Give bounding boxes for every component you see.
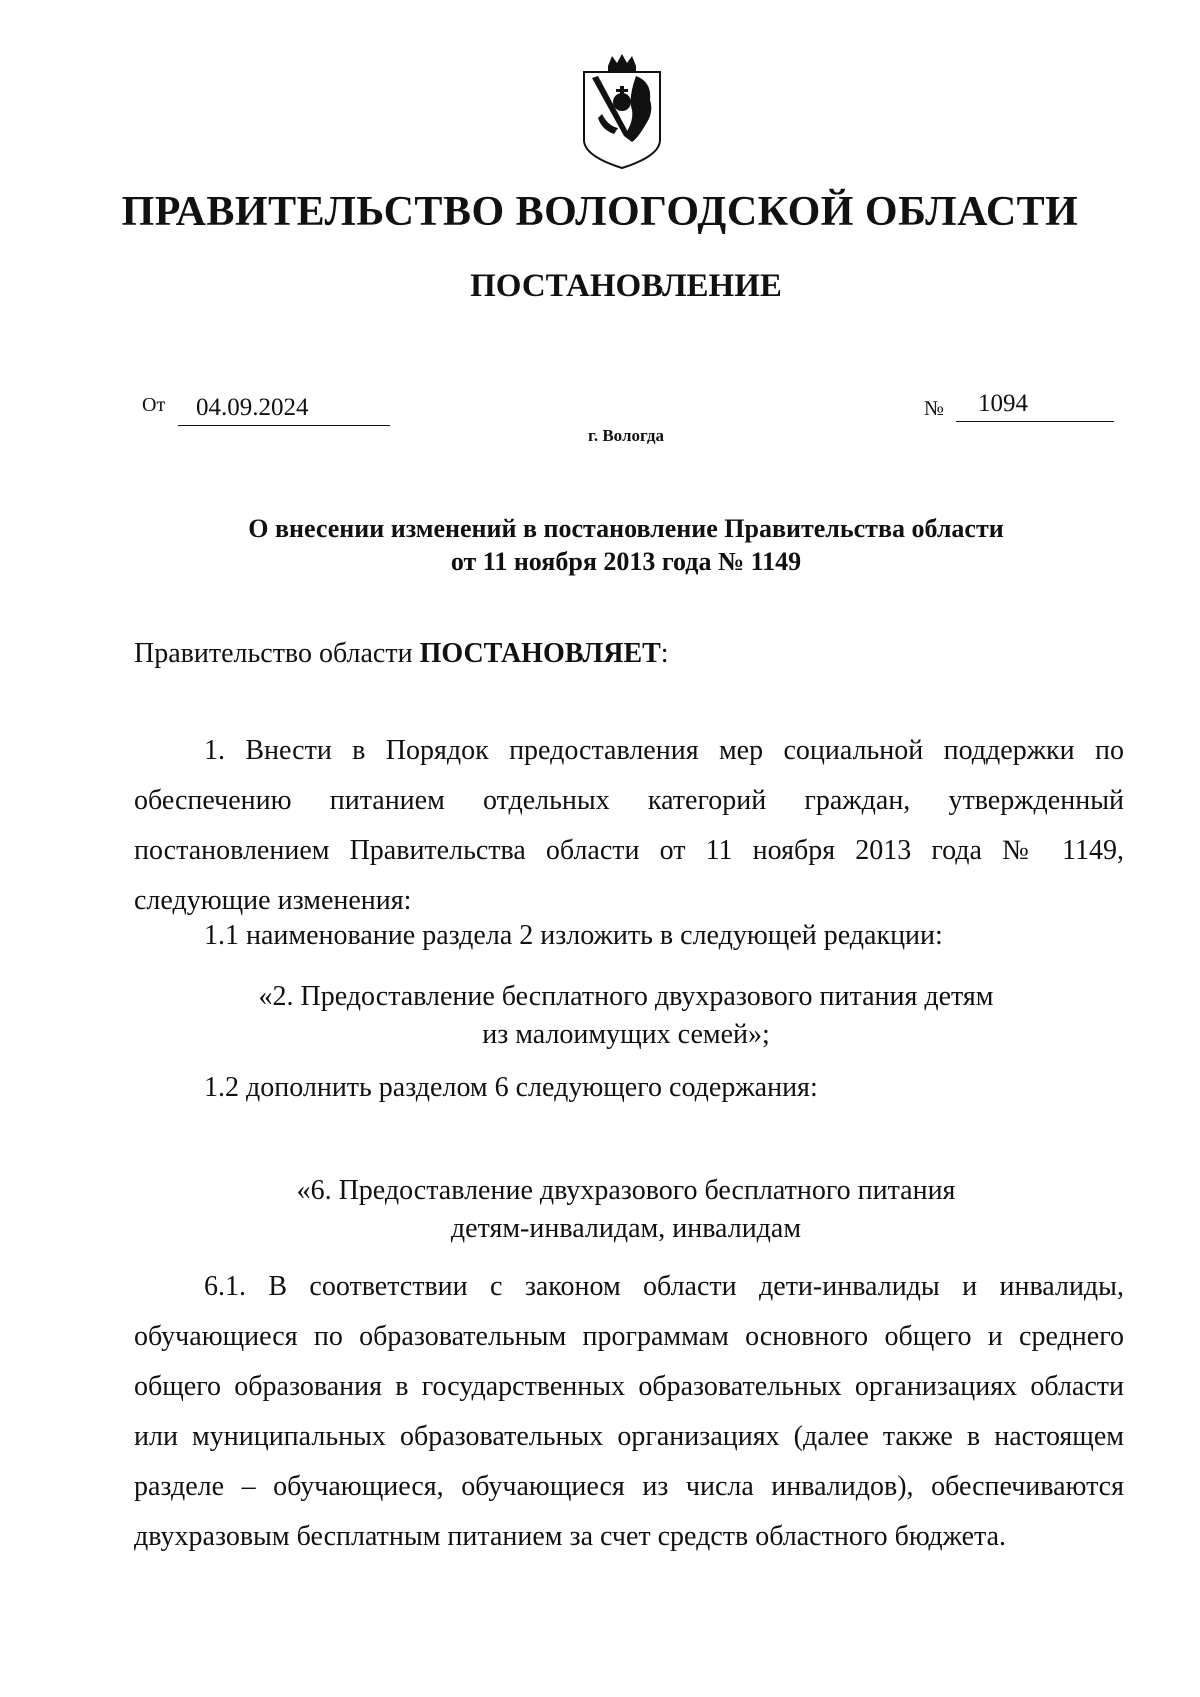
document-subject — [0, 512, 1200, 578]
quoted-line-1: «2. Предоставление бесплатного двухразового питания детям — [258, 981, 994, 1012]
preamble-resolves: ПОСТАНОВЛЯЕТ — [419, 638, 661, 669]
number-sign: № — [924, 396, 945, 420]
document-date: 04.09.2024 — [178, 394, 390, 426]
preamble-suffix: : — [660, 638, 669, 669]
city: г. Вологда — [588, 426, 664, 445]
date-prefix: От — [142, 394, 166, 416]
paragraph-6-1: 6.1. В соответствии с законом области дети-инвалиды и инвалиды, обучающиеся по образовательным программам основного общего и среднего общего образования в государственных образовательных организациях области или муниципальных образовательных организациях (далее также в настоящем разделе – обучающиеся, обучающиеся из числа инвалидов), обеспечиваются двухразовым бесплатным питанием за счет средств областного бюджета. — [134, 1271, 1124, 1552]
document-number: 1094 — [956, 390, 1114, 422]
section-6-title — [0, 1172, 1200, 1248]
preamble — [134, 638, 669, 670]
coat-of-arms-icon — [578, 52, 666, 172]
quoted-line-2: из малоимущих семей»; — [482, 1019, 770, 1050]
preamble-text: Правительство области — [134, 638, 420, 669]
paragraph-1-1: 1.1 наименование раздела 2 изложить в следующей редакции: — [204, 920, 943, 951]
paragraph-1: 1. Внести в Порядок предоставления мер социальной поддержки по обеспечению питанием отдельных категорий граждан, утвержденный постановлением Правительства области от 11 ноября 2013 года № 1149, следующие изменения: — [134, 735, 1124, 916]
subject-line-1: О внесении изменений в постановление Правительства области — [248, 514, 1004, 543]
government-title: ПРАВИТЕЛЬСТВО ВОЛОГОДСКОЙ ОБЛАСТИ — [121, 189, 1079, 235]
section-6-line-1: «6. Предоставление двухразового бесплатного питания — [296, 1175, 956, 1206]
subject-line-2: от 11 ноября 2013 года № 1149 — [450, 547, 802, 576]
section-6-line-2: детям-инвалидам, инвалидам — [450, 1213, 802, 1244]
document-type: ПОСТАНОВЛЕНИЕ — [470, 268, 782, 304]
quoted-section-2-title — [0, 978, 1200, 1054]
paragraph-1-2: 1.2 дополнить разделом 6 следующего содержания: — [204, 1072, 818, 1103]
